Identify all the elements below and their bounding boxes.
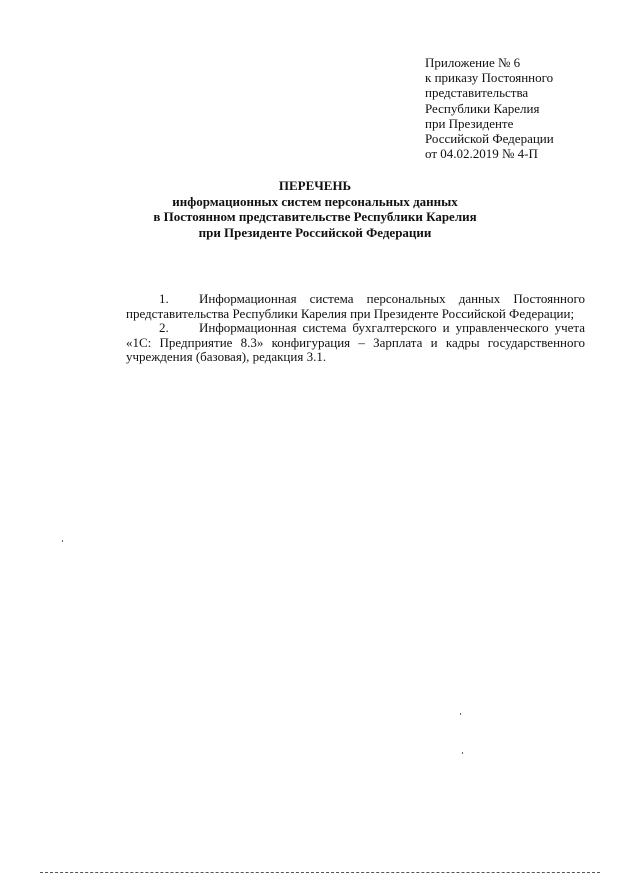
appendix-line: Приложение № 6 <box>425 55 521 70</box>
document-title <box>100 178 530 240</box>
scan-speck <box>462 752 463 754</box>
appendix-line: к приказу Постоянного <box>425 70 554 86</box>
scan-speck <box>460 713 461 715</box>
appendix-line: представительства <box>425 85 529 101</box>
scan-edge-line <box>40 872 600 873</box>
list-item-text: Информационная система бухгалтерского и управленческого учета «1С: Предприятие 8.3» конфигурация – Зарплата и кадры государственного учреждения (базовая), редакция 3.1. <box>126 320 585 365</box>
title-line: ПЕРЕЧЕНЬ <box>278 178 352 193</box>
list-item <box>126 292 585 321</box>
list-item <box>126 321 585 365</box>
systems-list <box>126 292 585 365</box>
title-line: при Президенте Российской Федерации <box>198 224 432 240</box>
list-item-text: Информационная система персональных данных Постоянного представительства Республики Карелия при Президенте Российской Федерации; <box>126 291 585 321</box>
appendix-line: Республики Карелия <box>425 100 540 116</box>
appendix-header <box>425 55 625 161</box>
appendix-line: при Президенте <box>425 115 514 131</box>
appendix-line: Российской Федерации <box>425 131 554 147</box>
list-item-number: 1. <box>159 291 169 306</box>
title-line: в Постоянном представительстве Республики Карелия <box>153 209 477 224</box>
appendix-line: от 04.02.2019 № 4-П <box>425 146 538 162</box>
list-item-number: 2. <box>159 320 169 336</box>
scan-speck <box>62 540 63 542</box>
title-line: информационных систем персональных данных <box>172 193 458 209</box>
